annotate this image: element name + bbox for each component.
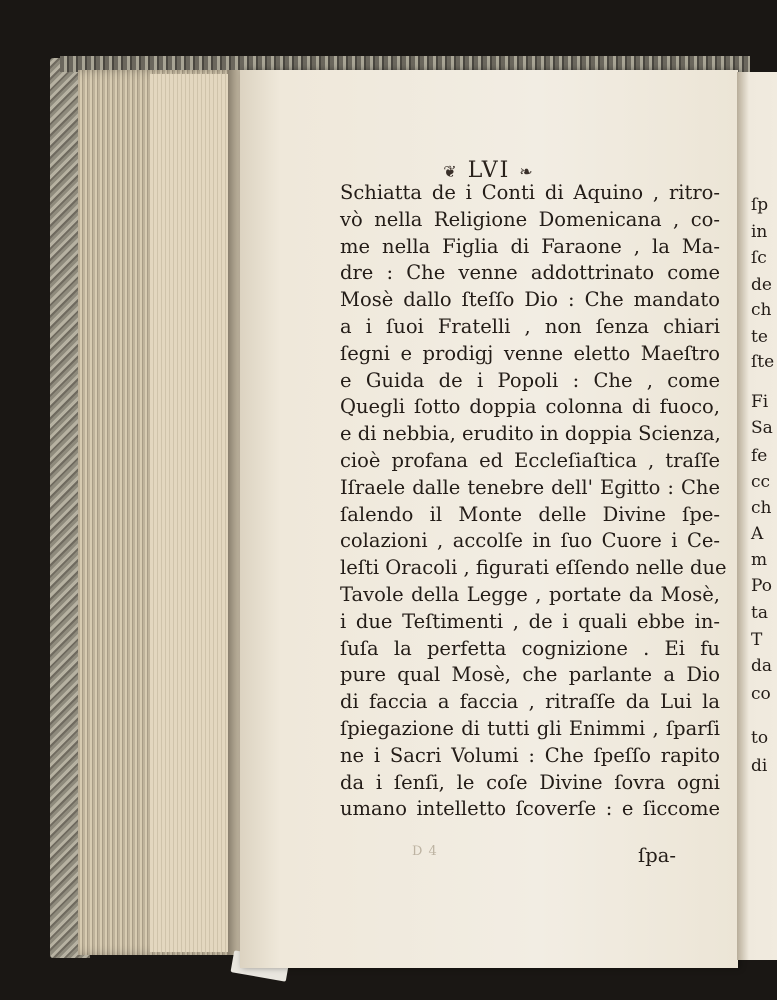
text-line: a i ſuoi Fratelli , non ſenza chiari <box>340 314 720 338</box>
text-line: dre : Che venne addottrinato come <box>340 261 720 285</box>
facing-page-fragment: di <box>751 756 768 776</box>
text-line: ſpiegazione di tutti gli Enimmi , ſparſi <box>340 716 720 740</box>
facing-page-fragment: ſte <box>751 352 775 372</box>
text-line: Iſraele dalle tenebre dell' Egitto : Che <box>340 475 720 499</box>
facing-page-fragment: Po <box>751 576 772 596</box>
ornament-left-icon: ❦ <box>443 162 459 181</box>
page-edges-inner <box>150 74 235 952</box>
facing-page-fragment: da <box>751 656 773 676</box>
catchword: ſpa- <box>638 844 676 867</box>
ornament-right-icon: ❧ <box>519 162 535 181</box>
book-page <box>240 70 738 968</box>
text-line: Quegli ſotto doppia colonna di fuoco, <box>340 395 720 419</box>
text-line: di faccia a faccia , ritraſſe da Lui la <box>340 690 720 714</box>
text-line: me nella Figlia di Faraone , la Ma- <box>340 234 720 258</box>
facing-page-fragment: Fi <box>751 392 769 412</box>
text-line: Tavole della Legge , portate da Mosè, <box>340 582 720 606</box>
facing-page-fragment: to <box>751 728 769 748</box>
facing-page-fragment: in <box>751 222 768 242</box>
text-line: ſegni e prodigj venne eletto Maeſtro <box>340 341 720 365</box>
text-line: cioè profana ed Eccleſiaſtica , traſſe <box>340 448 720 472</box>
text-line: e di nebbia, erudito in doppia Scienza, <box>340 422 721 446</box>
facing-page-fragment: fe <box>751 446 768 466</box>
facing-page-fragment: ch <box>751 300 772 320</box>
facing-page-fragment: ta <box>751 603 768 623</box>
text-line: i due Teſtimenti , de i quali ebbe in- <box>340 609 720 633</box>
facing-page-fragment: ſp <box>751 195 769 215</box>
facing-page-fragment: cc <box>751 472 771 492</box>
facing-page-fragment: A <box>751 524 764 544</box>
text-line: ſalendo il Monte delle Divine ſpe- <box>340 502 720 526</box>
text-line: ne i Sacri Volumi : Che ſpeſſo rapito <box>340 743 720 767</box>
text-line: e Guida de i Popoli : Che , come <box>340 368 720 392</box>
text-line: umano intelletto ſcoverſe : e ſiccome <box>340 797 720 821</box>
text-line: vò nella Religione Domenicana , co- <box>340 207 720 231</box>
facing-page-fragment: Sa <box>751 418 773 438</box>
text-line: da i ſenſi, le coſe Divine ſovra ogni <box>340 770 720 794</box>
facing-page-fragment: T <box>751 630 763 650</box>
text-line: leſti Oracoli , figurati eſſendo nelle due <box>340 556 727 580</box>
show-through-text: D 4 <box>412 844 438 859</box>
facing-page-fragment: ſc <box>751 248 767 268</box>
text-line: colazioni , accolſe in ſuo Cuore i Ce- <box>340 529 720 553</box>
text-line: pure qual Mosè, che parlante a Dio <box>340 663 720 687</box>
facing-page-fragment: m <box>751 550 768 570</box>
facing-page-fragment: te <box>751 327 768 347</box>
text-line: Schiatta de i Conti di Aquino , ritro- <box>340 181 720 204</box>
page-number: LVI <box>467 158 511 183</box>
text-line: Mosè dallo ſteſſo Dio : Che mandato <box>340 288 720 312</box>
text-line: ſuſa la perfetta cognizione . Ei fu <box>340 636 720 660</box>
facing-page-fragment: de <box>751 275 772 295</box>
facing-page-fragment: ch <box>751 498 772 518</box>
facing-page-fragment: co <box>751 684 771 704</box>
body-text <box>340 180 727 823</box>
